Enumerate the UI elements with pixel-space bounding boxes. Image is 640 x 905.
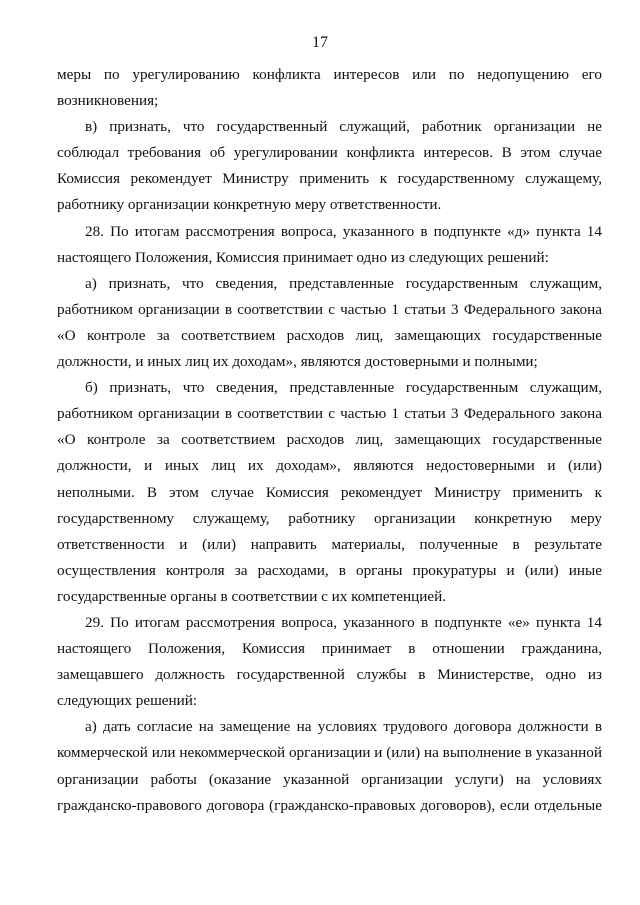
paragraph-28: 28. По итогам рассмотрения вопроса, указанного в подпункте «д» пункта 14 настоящего Положения, Комиссия принимает одно из следующих решений: [57, 222, 602, 266]
page-number: 17 [312, 34, 328, 51]
paragraph-28-item-a: а) признать, что сведения, представленные государственным служащим, работником организации в соответствии с частью 1 статьи 3 Федерального закона «О контроле за соответствием расходов лиц, замещающих государственные должности, и иных лиц их доходам», являются достоверными и полными; [57, 274, 602, 371]
paragraph-28-item-b: б) признать, что сведения, представленные государственным служащим, работником организации в соответствии с частью 1 статьи 3 Федерального закона «О контроле за соответствием расходов лиц, замещающих государственные должности, и иных лиц их доходам», являются недостоверными и (или) неполными. В этом случае Комиссия рекомендует Министру применить к государственному служащему, работнику организации конкретную меру ответственности и (или) направить материалы, полученные в результате осуществления контроля за расходами, в органы прокуратуры и (или) иные государственные органы в соответствии с их компетенцией. [57, 379, 602, 605]
document-body [57, 62, 602, 819]
paragraph-continuation: меры по урегулированию конфликта интересов или по недопущению его возникновения; [57, 66, 602, 110]
paragraph-item-v: в) признать, что государственный служащий, работник организации не соблюдал требования об урегулировании конфликта интересов. В этом случае Комиссия рекомендует Министру применить к государственному служащему, работнику организации конкретную меру ответственности. [57, 118, 602, 214]
paragraph-29-item-a: а) дать согласие на замещение на условиях трудового договора должности в коммерческой или некоммерческой организации и (или) на выполнение в указанной организации работы (оказание указанной организации услуги) на условиях гражданско-правового договора (гражданско-правовых договоров), если отдельные [57, 718, 602, 814]
paragraph-29: 29. По итогам рассмотрения вопроса, указанного в подпункте «е» пункта 14 настоящего Положения, Комиссия принимает в отношении гражданина, замещавшего должность государственной службы в Министерстве, одно из следующих решений: [57, 613, 602, 710]
